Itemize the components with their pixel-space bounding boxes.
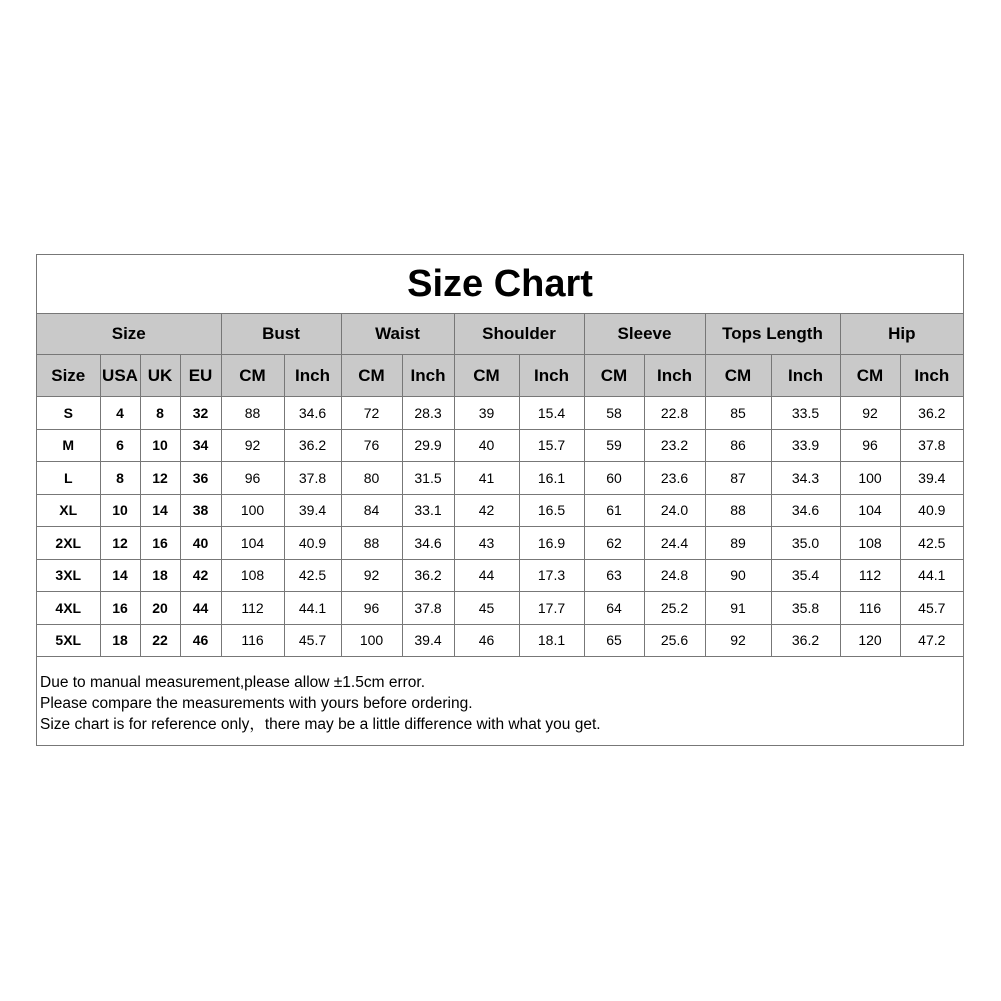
- measurement-cell: 72: [341, 397, 402, 430]
- size-cell: 22: [140, 624, 180, 657]
- measurement-cell: 24.8: [644, 559, 705, 592]
- measurement-cell: 64: [584, 592, 644, 625]
- measurement-cell: 86: [705, 429, 771, 462]
- measurement-cell: 15.7: [519, 429, 584, 462]
- measurement-cell: 17.3: [519, 559, 584, 592]
- size-cell: 12: [140, 462, 180, 495]
- unit-header-cell: EU: [180, 355, 221, 397]
- measurement-cell: 76: [341, 429, 402, 462]
- unit-header-cell: CM: [221, 355, 284, 397]
- measurement-cell: 40: [454, 429, 519, 462]
- measurement-cell: 35.4: [771, 559, 840, 592]
- unit-header-cell: CM: [705, 355, 771, 397]
- size-cell: L: [37, 462, 100, 495]
- measurement-cell: 34.6: [771, 494, 840, 527]
- group-header-hip: Hip: [840, 314, 963, 355]
- table-row: [37, 397, 963, 430]
- measurement-cell: 59: [584, 429, 644, 462]
- size-cell: 10: [140, 429, 180, 462]
- measurement-cell: 104: [221, 527, 284, 560]
- group-header-sleeve: Sleeve: [584, 314, 705, 355]
- measurement-cell: 24.4: [644, 527, 705, 560]
- measurement-cell: 33.5: [771, 397, 840, 430]
- unit-header-cell: CM: [584, 355, 644, 397]
- chart-title: Size Chart: [37, 255, 963, 314]
- measurement-cell: 84: [341, 494, 402, 527]
- measurement-cell: 92: [341, 559, 402, 592]
- size-cell: 42: [180, 559, 221, 592]
- size-cell: 5XL: [37, 624, 100, 657]
- measurement-cell: 85: [705, 397, 771, 430]
- measurement-cell: 31.5: [402, 462, 454, 495]
- measurement-cell: 100: [221, 494, 284, 527]
- measurement-cell: 29.9: [402, 429, 454, 462]
- measurement-cell: 36.2: [900, 397, 963, 430]
- measurement-cell: 16.9: [519, 527, 584, 560]
- measurement-cell: 34.6: [284, 397, 341, 430]
- measurement-cell: 33.1: [402, 494, 454, 527]
- size-cell: 44: [180, 592, 221, 625]
- group-header-shoulder: Shoulder: [454, 314, 584, 355]
- measurement-cell: 42.5: [284, 559, 341, 592]
- size-cell: 14: [140, 494, 180, 527]
- unit-header-cell: CM: [454, 355, 519, 397]
- measurement-cell: 18.1: [519, 624, 584, 657]
- measurement-cell: 36.2: [771, 624, 840, 657]
- measurement-cell: 23.6: [644, 462, 705, 495]
- measurement-cell: 63: [584, 559, 644, 592]
- measurement-cell: 17.7: [519, 592, 584, 625]
- measurement-cell: 100: [341, 624, 402, 657]
- size-cell: 14: [100, 559, 140, 592]
- unit-header-cell: CM: [840, 355, 900, 397]
- measurement-cell: 37.8: [402, 592, 454, 625]
- note-line: Size chart is for reference only，there may be a little difference with what you get.: [40, 716, 601, 733]
- group-header-row: [37, 314, 963, 355]
- measurement-cell: 34.3: [771, 462, 840, 495]
- measurement-cell: 80: [341, 462, 402, 495]
- group-header-waist: Waist: [341, 314, 454, 355]
- size-cell: M: [37, 429, 100, 462]
- measurement-cell: 37.8: [284, 462, 341, 495]
- measurement-cell: 108: [840, 527, 900, 560]
- measurement-cell: 39.4: [284, 494, 341, 527]
- size-cell: 6: [100, 429, 140, 462]
- size-cell: S: [37, 397, 100, 430]
- measurement-cell: 34.6: [402, 527, 454, 560]
- measurement-cell: 87: [705, 462, 771, 495]
- measurement-cell: 42: [454, 494, 519, 527]
- measurement-cell: 45: [454, 592, 519, 625]
- measurement-cell: 16.5: [519, 494, 584, 527]
- measurement-cell: 120: [840, 624, 900, 657]
- measurement-cell: 39.4: [402, 624, 454, 657]
- size-cell: 8: [140, 397, 180, 430]
- size-cell: 18: [100, 624, 140, 657]
- size-cell: 4: [100, 397, 140, 430]
- group-header-size: Size: [37, 314, 221, 355]
- measurement-cell: 116: [840, 592, 900, 625]
- measurement-cell: 44.1: [284, 592, 341, 625]
- measurement-cell: 36.2: [402, 559, 454, 592]
- measurement-cell: 23.2: [644, 429, 705, 462]
- size-cell: 2XL: [37, 527, 100, 560]
- measurement-cell: 28.3: [402, 397, 454, 430]
- measurement-cell: 37.8: [900, 429, 963, 462]
- size-cell: 16: [140, 527, 180, 560]
- measurement-cell: 25.2: [644, 592, 705, 625]
- measurement-cell: 40.9: [284, 527, 341, 560]
- measurement-cell: 16.1: [519, 462, 584, 495]
- measurement-cell: 88: [221, 397, 284, 430]
- measurement-cell: 96: [221, 462, 284, 495]
- unit-header-cell: CM: [341, 355, 402, 397]
- measurement-cell: 65: [584, 624, 644, 657]
- unit-header-cell: Inch: [402, 355, 454, 397]
- size-cell: 12: [100, 527, 140, 560]
- table-row: [37, 429, 963, 462]
- measurement-cell: 39.4: [900, 462, 963, 495]
- measurement-cell: 112: [221, 592, 284, 625]
- measurement-cell: 112: [840, 559, 900, 592]
- measurement-cell: 40.9: [900, 494, 963, 527]
- measurement-cell: 88: [705, 494, 771, 527]
- measurement-cell: 35.0: [771, 527, 840, 560]
- table-row: [37, 624, 963, 657]
- size-cell: 8: [100, 462, 140, 495]
- measurement-cell: 58: [584, 397, 644, 430]
- size-cell: 3XL: [37, 559, 100, 592]
- unit-header-cell: Inch: [644, 355, 705, 397]
- size-cell: 46: [180, 624, 221, 657]
- measurement-cell: 96: [840, 429, 900, 462]
- measurement-cell: 89: [705, 527, 771, 560]
- notes: [37, 659, 963, 745]
- size-cell: 18: [140, 559, 180, 592]
- measurement-cell: 92: [840, 397, 900, 430]
- measurement-cell: 108: [221, 559, 284, 592]
- size-cell: 4XL: [37, 592, 100, 625]
- unit-header-cell: Inch: [284, 355, 341, 397]
- measurement-cell: 44: [454, 559, 519, 592]
- group-header-bust: Bust: [221, 314, 341, 355]
- measurement-cell: 61: [584, 494, 644, 527]
- measurement-cell: 44.1: [900, 559, 963, 592]
- size-cell: 40: [180, 527, 221, 560]
- measurement-cell: 90: [705, 559, 771, 592]
- measurement-cell: 88: [341, 527, 402, 560]
- size-cell: 36: [180, 462, 221, 495]
- size-cell: 32: [180, 397, 221, 430]
- table-row: [37, 559, 963, 592]
- measurement-cell: 36.2: [284, 429, 341, 462]
- measurement-cell: 47.2: [900, 624, 963, 657]
- unit-header-cell: Inch: [771, 355, 840, 397]
- size-cell: 16: [100, 592, 140, 625]
- table-row: [37, 462, 963, 495]
- table-row: [37, 527, 963, 560]
- unit-header-row: [37, 355, 963, 397]
- measurement-cell: 96: [341, 592, 402, 625]
- size-cell: 38: [180, 494, 221, 527]
- measurement-cell: 45.7: [284, 624, 341, 657]
- unit-header-cell: Inch: [519, 355, 584, 397]
- size-cell: XL: [37, 494, 100, 527]
- measurement-cell: 91: [705, 592, 771, 625]
- size-cell: 34: [180, 429, 221, 462]
- measurement-cell: 24.0: [644, 494, 705, 527]
- size-cell: 20: [140, 592, 180, 625]
- measurement-cell: 104: [840, 494, 900, 527]
- size-chart-table: [37, 255, 963, 657]
- unit-header-cell: Inch: [900, 355, 963, 397]
- measurement-cell: 43: [454, 527, 519, 560]
- table-row: [37, 592, 963, 625]
- measurement-cell: 33.9: [771, 429, 840, 462]
- unit-header-cell: Size: [37, 355, 100, 397]
- size-cell: 10: [100, 494, 140, 527]
- note-line: Please compare the measurements with yours before ordering.: [40, 695, 473, 712]
- measurement-cell: 92: [221, 429, 284, 462]
- measurement-cell: 35.8: [771, 592, 840, 625]
- unit-header-cell: USA: [100, 355, 140, 397]
- measurement-cell: 25.6: [644, 624, 705, 657]
- measurement-cell: 39: [454, 397, 519, 430]
- measurement-cell: 62: [584, 527, 644, 560]
- size-chart: [36, 254, 964, 746]
- measurement-cell: 15.4: [519, 397, 584, 430]
- unit-header-cell: UK: [140, 355, 180, 397]
- measurement-cell: 116: [221, 624, 284, 657]
- measurement-cell: 41: [454, 462, 519, 495]
- group-header-tops-length: Tops Length: [705, 314, 840, 355]
- measurement-cell: 92: [705, 624, 771, 657]
- measurement-cell: 100: [840, 462, 900, 495]
- measurement-cell: 42.5: [900, 527, 963, 560]
- measurement-cell: 60: [584, 462, 644, 495]
- note-line: Due to manual measurement,please allow ±1.5cm error.: [40, 674, 425, 691]
- measurement-cell: 45.7: [900, 592, 963, 625]
- measurement-cell: 22.8: [644, 397, 705, 430]
- measurement-cell: 46: [454, 624, 519, 657]
- table-row: [37, 494, 963, 527]
- size-chart-body: [37, 397, 963, 657]
